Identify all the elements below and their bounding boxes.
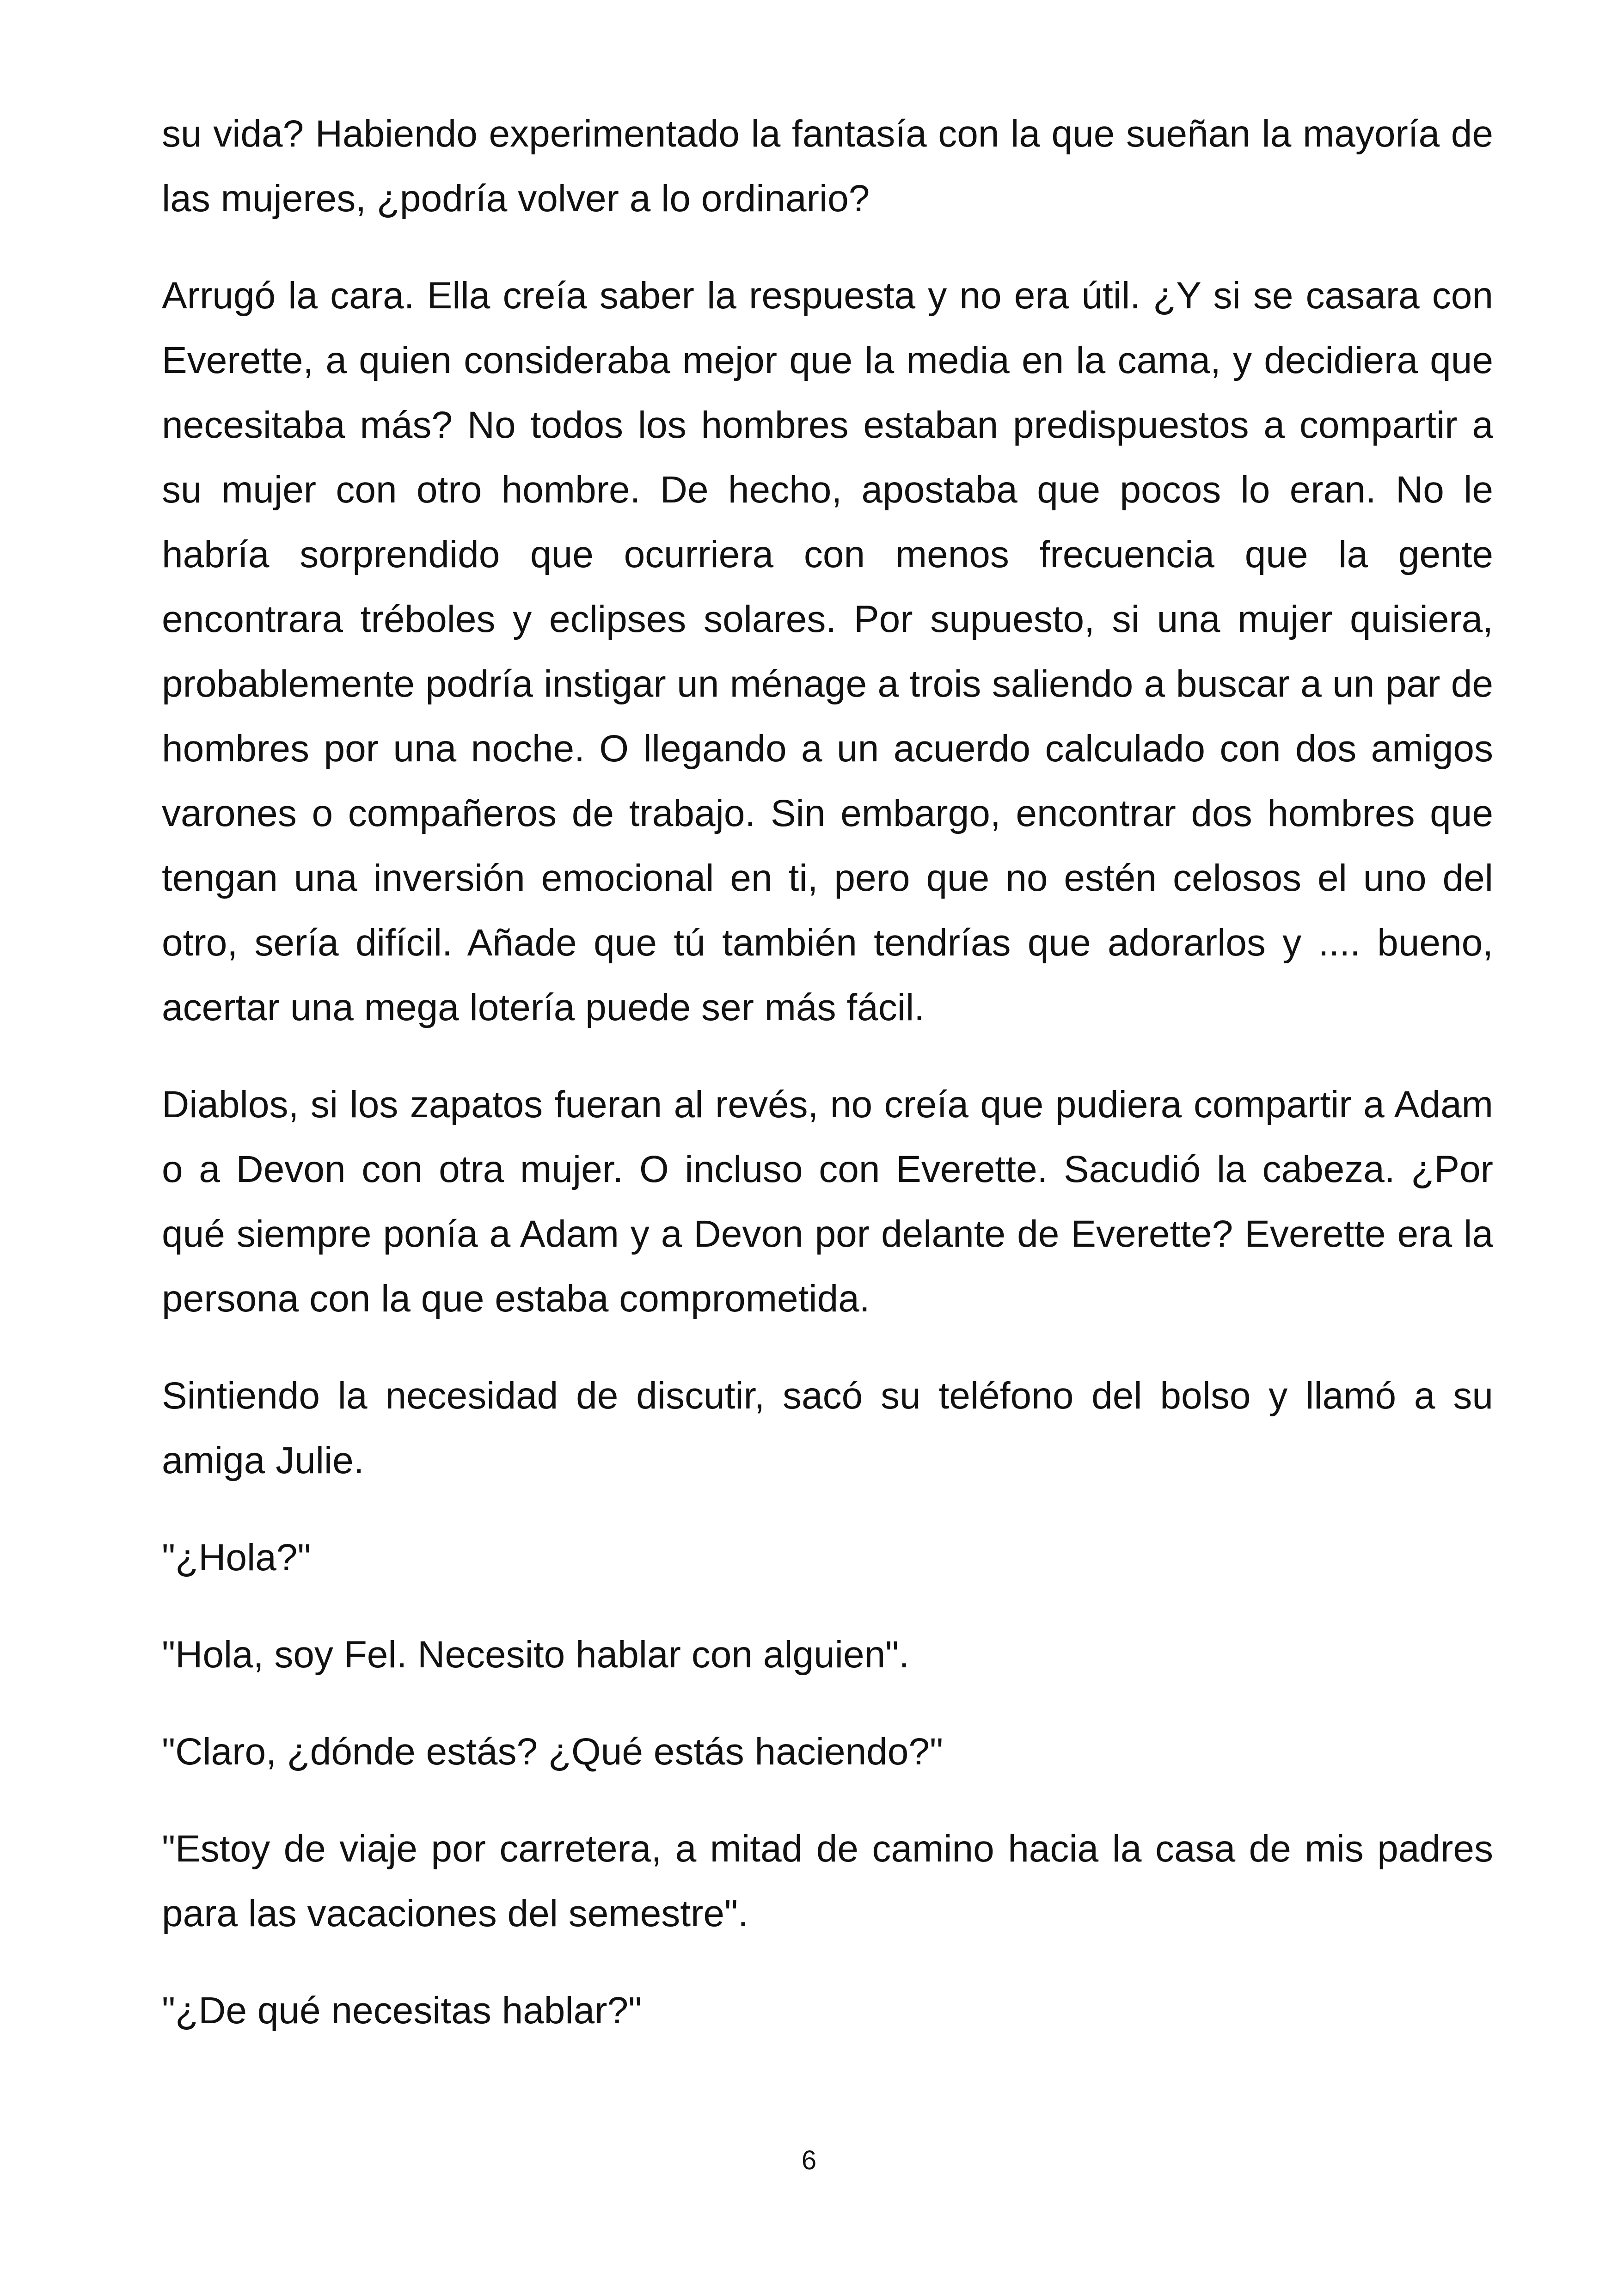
paragraph: su vida? Habiendo experimentado la fantasía con la que sueñan la mayoría de las mujeres, ¿podría volver a lo ordinario?: [162, 113, 1493, 220]
page-number: 6: [801, 2145, 817, 2175]
paragraph: Arrugó la cara. Ella creía saber la respuesta y no era útil. ¿Y si se casara con Everette, a quien consideraba mejor que la media en la cama, y decidiera que necesitaba más? No todos los hombres estaban predispuestos a compartir a su mujer con otro hombre. De hecho, apostaba que pocos lo eran. No le habría sorprendido que ocurriera con menos frecuencia que la gente encontrara tréboles y eclipses solares. Por supuesto, si una mujer quisiera, probablemente podría instigar un ménage a trois saliendo a buscar a un par de hombres por una noche. O llegando a un acuerdo calculado con dos amigos varones o compañeros de trabajo. Sin embargo, encontrar dos hombres que tengan una inversión emocional en ti, pero que no estén celosos el uno del otro, sería difícil. Añade que tú también tendrías que adorarlos y .... bueno, acertar una mega lotería puede ser más fácil.: [162, 275, 1493, 1029]
dialogue-line: "Claro, ¿dónde estás? ¿Qué estás haciendo?": [162, 1731, 944, 1773]
paragraph: Diablos, si los zapatos fueran al revés, no creía que pudiera compartir a Adam o a Devon con otra mujer. O incluso con Everette. Sacudió la cabeza. ¿Por qué siempre ponía a Adam y a Devon por delante de Everette? Everette era la persona con la que estaba comprometida.: [162, 1084, 1493, 1320]
paragraph: Sintiendo la necesidad de discutir, sacó su teléfono del bolso y llamó a su amiga Julie.: [162, 1375, 1493, 1482]
dialogue-line: "¿De qué necesitas hablar?": [162, 1990, 642, 2032]
dialogue-line: "¿Hola?": [162, 1537, 311, 1579]
body-text: [162, 102, 1493, 2076]
dialogue-line: "Hola, soy Fel. Necesito hablar con alguien".: [162, 1634, 910, 1676]
dialogue-line: "Estoy de viaje por carretera, a mitad de camino hacia la casa de mis padres para las vacaciones del semestre".: [162, 1828, 1493, 1935]
